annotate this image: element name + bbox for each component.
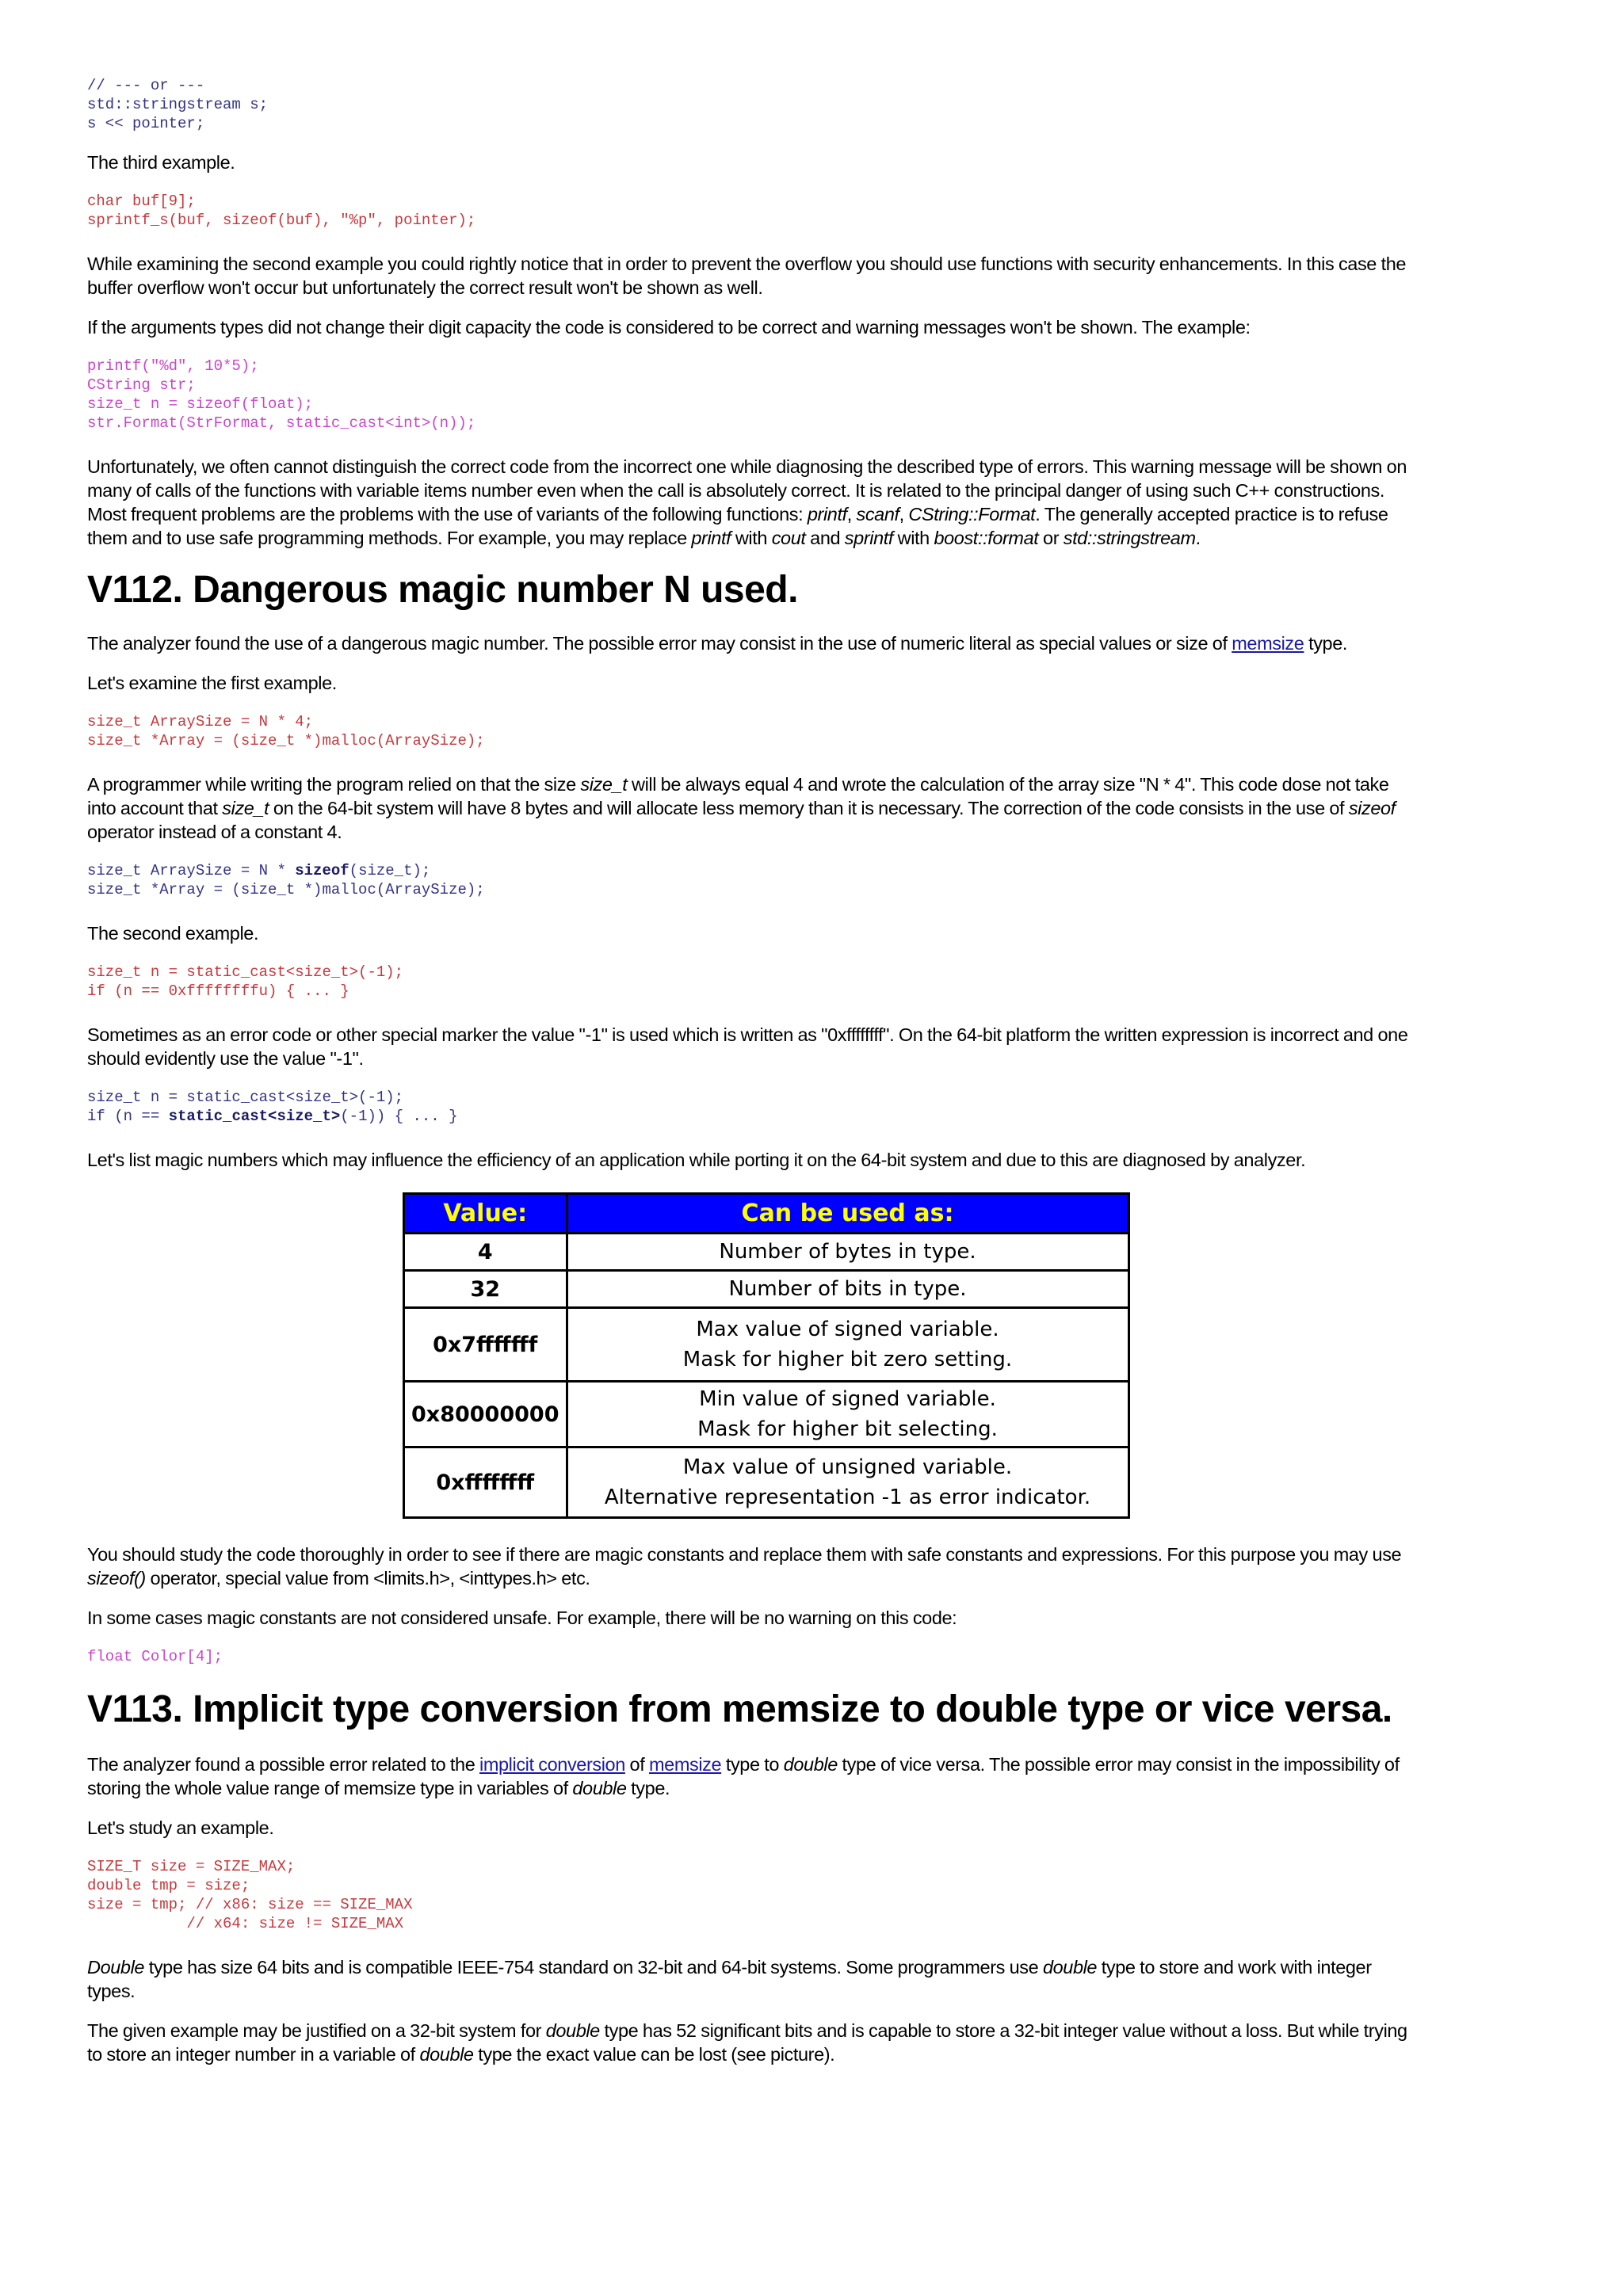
code-line: size_t ArraySize = N * 4;	[87, 713, 314, 730]
third-example-label: The third example.	[87, 152, 235, 173]
paragraph-not-unsafe: In some cases magic constants are not considered unsafe. For example, there will be no warning on this code:	[87, 1608, 957, 1628]
magic-usage: Max value of signed variable. Mask for higher bit zero setting.	[567, 1308, 1128, 1382]
code-line: // --- or ---	[87, 77, 205, 94]
code-line: size_t n = static_cast<size_t>(-1);	[87, 963, 404, 981]
implicit-conversion-link[interactable]: implicit conversion	[479, 1754, 625, 1775]
paragraph-size-t: A programmer while writing the program relied on that the size size_t will be always equal 4 and wrote the calculation of the array size "N * 4". This code dose not take into account that size_t on the 64-bit system will have 8 bytes and will allocate less memory than it is necessary. The correction of the code consists in the use of sizeof operator instead of a constant 4.	[87, 774, 1396, 842]
paragraph-justified: The given example may be justified on a 32-bit system for double type has 52 significant bits and is capable to store a 32-bit integer value without a loss. But while trying to store an integer number in a variable of double type the exact value can be lost (see picture).	[87, 2020, 1407, 2065]
first-example-label: Let's examine the first example.	[87, 673, 337, 693]
table-row	[404, 1308, 1129, 1382]
paragraph-v112-intro: The analyzer found the use of a dangerous magic number. The possible error may consist in the use of numeric literal as special values or size of memsize type.	[87, 633, 1348, 654]
code-line: char buf[9];	[87, 193, 196, 210]
code-line: size_t n = sizeof(float);	[87, 395, 314, 413]
code-block-arraysize	[87, 712, 1419, 750]
magic-usage: Number of bits in type.	[567, 1271, 1128, 1308]
table-row	[404, 1382, 1129, 1447]
magic-value: 32	[404, 1271, 567, 1308]
code-line: CString str;	[87, 376, 196, 394]
table-header-row	[404, 1194, 1129, 1234]
code-block-sprintf	[87, 192, 1419, 230]
paragraph-unfortunately: Unfortunately, we often cannot distinguish the correct code from the incorrect one while diagnosing the described type of errors. This warning message will be shown on many of calls of the functions with variable items number even when the call is absolutely correct. It is related to the principal danger of using such C++ constructions. Most frequent problems are the problems with the use of variants of the following functions: printf, scanf, CString::Format. The generally accepted practice is to refuse them and to use safe programming methods. For example, you may replace printf with cout and sprintf with boost::format or std::stringstream.	[87, 456, 1407, 548]
heading-v112: V112. Dangerous magic number N used.	[87, 569, 798, 611]
paragraph-arguments: If the arguments types did not change their digit capacity the code is considered to be correct and warning messages won't be shown. The example:	[87, 317, 1251, 338]
table-row	[404, 1234, 1129, 1271]
paragraph-magic-list: Let's list magic numbers which may influence the efficiency of an application while porting it on the 64-bit system and due to this are diagnosed by analyzer.	[87, 1150, 1306, 1170]
magic-value: 0xffffffff	[404, 1447, 567, 1518]
document-page	[87, 76, 1419, 2066]
magic-value: 0x7fffffff	[404, 1308, 567, 1382]
study-example-label: Let's study an example.	[87, 1817, 274, 1838]
code-line: size_t n = static_cast<size_t>(-1);	[87, 1089, 404, 1106]
magic-usage: Max value of unsigned variable. Alternative representation -1 as error indicator.	[567, 1447, 1128, 1518]
code-line: SIZE_T size = SIZE_MAX;	[87, 1858, 296, 1875]
code-line: size_t *Array = (size_t *)malloc(ArraySize);	[87, 881, 485, 898]
table-row	[404, 1447, 1129, 1518]
magic-value: 0x80000000	[404, 1382, 567, 1447]
code-line: printf("%d", 10*5);	[87, 357, 259, 375]
code-line: size_t *Array = (size_t *)malloc(ArraySize);	[87, 732, 485, 749]
memsize-link[interactable]: memsize	[648, 1754, 722, 1775]
code-block-stringstream	[87, 76, 1419, 133]
code-line: // x64: size != SIZE_MAX	[87, 1915, 404, 1932]
header-value: Value:	[404, 1194, 567, 1234]
magic-usage: Number of bytes in type.	[567, 1234, 1128, 1271]
paragraph-v113-intro: The analyzer found a possible error related to the implicit conversion of memsize type to double type of vice versa. The possible error may consist in the impossibility of storing the whole value range of memsize type in variables of double type.	[87, 1754, 1400, 1798]
code-line: str.Format(StrFormat, static_cast<int>(n));	[87, 414, 476, 432]
heading-v113: V113. Implicit type conversion from memsize to double type or vice versa.	[87, 1688, 1392, 1730]
paragraph-study-code: You should study the code thoroughly in order to see if there are magic constants and replace them with safe constants and expressions. For this purpose you may use sizeof() operator, special value from <limits.h>, <inttypes.h> etc.	[87, 1544, 1402, 1589]
header-can-be-used-as: Can be used as:	[567, 1194, 1128, 1234]
magic-value: 4	[404, 1234, 567, 1271]
table-row	[404, 1271, 1129, 1308]
paragraph-security: While examining the second example you could rightly notice that in order to prevent the overflow you should use functions with security enhancements. In this case the buffer overflow won't occur but unfortunately the correct result won't be shown as well.	[87, 254, 1407, 298]
code-line: s << pointer;	[87, 115, 205, 132]
code-line: sprintf_s(buf, sizeof(buf), "%p", pointer);	[87, 212, 476, 229]
code-line: std::stringstream s;	[87, 96, 269, 113]
code-block-static-cast	[87, 963, 1419, 1001]
paragraph-minus-one: Sometimes as an error code or other special marker the value "-1" is used which is written as "0xffffffff". On the 64-bit platform the written expression is incorrect and one should evidently use the value "-1".	[87, 1024, 1408, 1069]
paragraph-double-type: Double type has size 64 bits and is compatible IEEE-754 standard on 32-bit and 64-bit systems. Some programmers use double type to store and work with integer types.	[87, 1957, 1372, 2001]
magic-numbers-table	[403, 1192, 1130, 1519]
code-block-static-cast-fixed: size_t n = static_cast<size_t>(-1); if (n == static_cast<size_t>(-1)) { ... }	[87, 1089, 458, 1125]
magic-usage: Min value of signed variable. Mask for higher bit selecting.	[567, 1382, 1128, 1447]
code-block-color: float Color[4];	[87, 1648, 223, 1665]
code-block-size-max	[87, 1857, 1419, 1933]
code-block-printf	[87, 357, 1419, 433]
code-block-arraysize-fixed: size_t ArraySize = N * sizeof(size_t); size_t *Array = (size_t *)malloc(ArraySize);	[87, 862, 485, 898]
code-line: size = tmp; // x86: size == SIZE_MAX	[87, 1896, 413, 1913]
code-line: if (n == 0xffffffffu) { ... }	[87, 982, 349, 1000]
memsize-link[interactable]: memsize	[1232, 633, 1304, 654]
code-line: double tmp = size;	[87, 1877, 250, 1894]
second-example-label: The second example.	[87, 923, 259, 944]
